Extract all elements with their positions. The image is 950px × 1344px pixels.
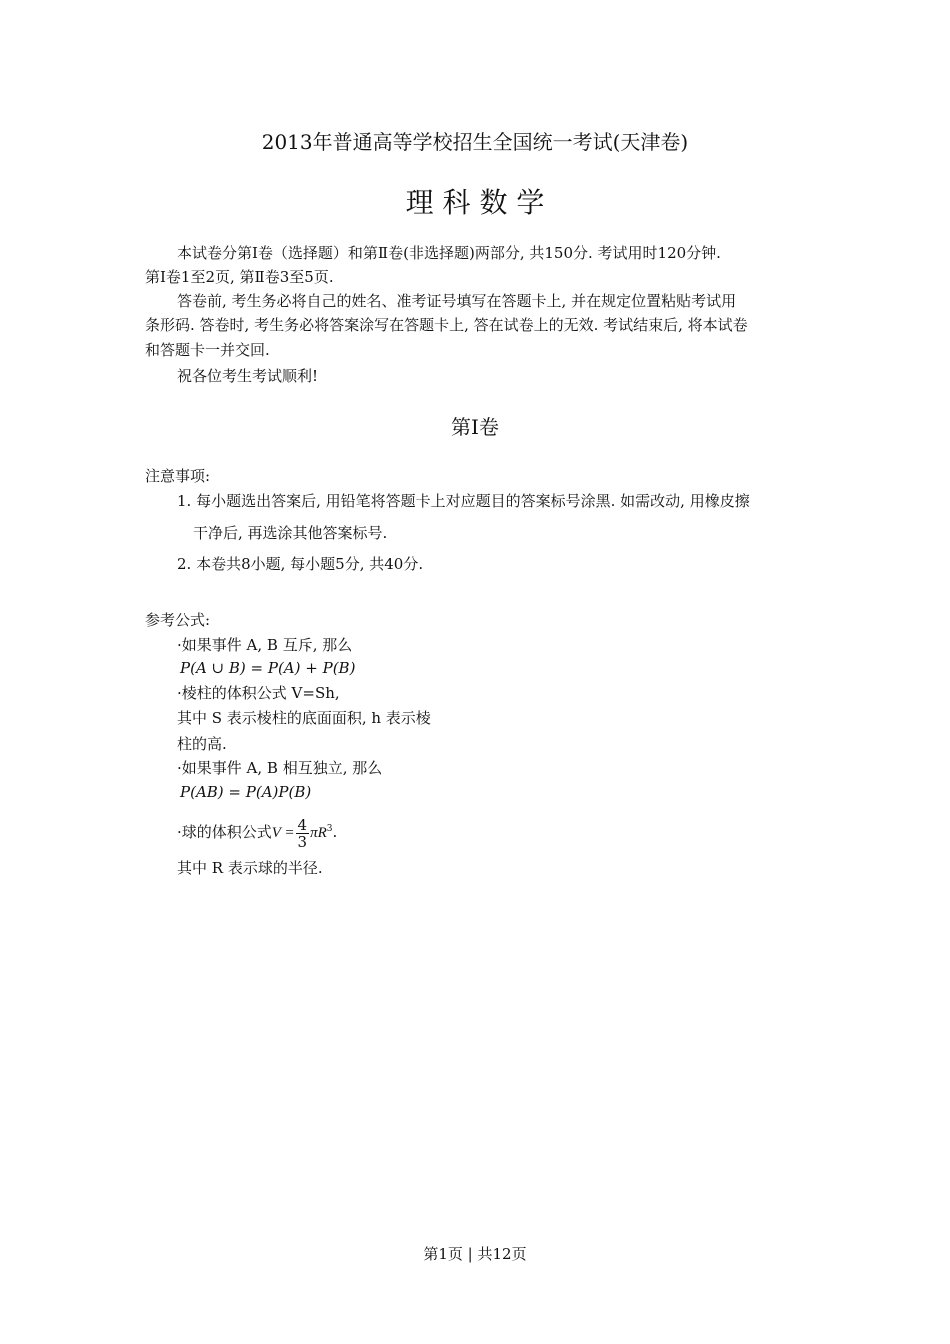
notes-heading: 注意事项: — [145, 467, 211, 485]
formula-text: 柱的高. — [177, 735, 227, 753]
formula: P(AB) = P(A)P(B) — [180, 783, 312, 801]
formula-text: ·如果事件 A, B 相互独立, 那么 — [177, 759, 383, 777]
intro-text: 条形码. 答卷时, 考生务必将答案涂写在答题卡上, 答在试卷上的无效. 考试结束后, 将本试卷 — [145, 316, 748, 334]
intro-text: 答卷前, 考生务必将自己的姓名、准考证号填写在答题卡上, 并在规定位置粘贴考试用 — [177, 292, 737, 310]
subject-title: 理 科 数 学 — [405, 186, 545, 219]
formula-lhs: V = — [271, 825, 295, 841]
formula-text: 其中 S 表示棱柱的底面面积, h 表示棱 — [177, 709, 431, 727]
formula — [177, 812, 337, 850]
formulas-heading: 参考公式: — [145, 611, 211, 629]
section-title: 第Ⅰ卷 — [451, 415, 499, 439]
denominator: 3 — [297, 832, 308, 851]
note-item: 干净后, 再选涂其他答案标号. — [193, 524, 388, 542]
note-item: 2. 本卷共8小题, 每小题5分, 共40分. — [177, 555, 424, 573]
intro-text: 和答题卡一并交回. — [145, 341, 270, 359]
period: . — [332, 823, 338, 841]
intro-text: 祝各位考生考试顺利! — [177, 367, 319, 385]
formula-text: ·棱柱的体积公式 V=Sh, — [177, 684, 340, 702]
formula: P(A ∪ B) = P(A) + P(B) — [180, 659, 356, 677]
formula-text: ·球的体积公式 — [177, 823, 272, 841]
exam-title: 2013年普通高等学校招生全国统一考试(天津卷) — [261, 130, 689, 154]
formula-rhs: πR — [310, 825, 327, 841]
exponent: 3 — [326, 824, 333, 834]
intro-text: 本试卷分第Ⅰ卷（选择题）和第Ⅱ卷(非选择题)两部分, 共150分. 考试用时120分钟. — [177, 244, 721, 262]
note-item: 1. 每小题选出答案后, 用铅笔将答题卡上对应题目的答案标号涂黑. 如需改动, 用橡皮擦 — [177, 492, 750, 510]
fraction — [296, 817, 310, 850]
numerator: 4 — [297, 815, 308, 834]
formula-text: 其中 R 表示球的半径. — [177, 859, 323, 877]
page-footer: 第1页 | 共12页 — [423, 1245, 527, 1263]
intro-text: 第Ⅰ卷1至2页, 第Ⅱ卷3至5页. — [145, 268, 334, 286]
formula-text: ·如果事件 A, B 互斥, 那么 — [177, 636, 353, 654]
